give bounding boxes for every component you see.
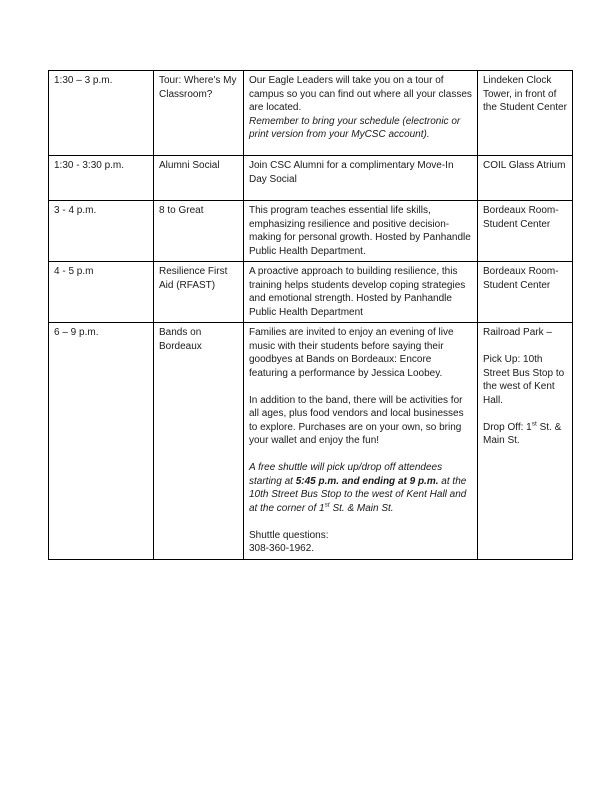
pickup-location: Pick Up: 10th Street Bus Stop to the west of Kent Hall.	[483, 354, 565, 406]
dropoff-text: Drop Off: 1	[483, 421, 532, 433]
time-cell: 3 - 4 p.m.	[49, 201, 154, 262]
shuttle-paragraph	[249, 461, 473, 515]
description-paragraph-1: Families are invited to enjoy an evening of live music with their students before saying their goodbyes at Bands on Bordeaux: Encore featuring a performance by Jessica Loobey.	[249, 327, 454, 379]
location-cell: Lindeken Clock Tower, in front of the Student Center	[478, 71, 573, 156]
description-paragraph-2: In addition to the band, there will be activities for all ages, plus food vendors and local businesses to explore. Purchases are on your own, so bring your wallet and enjoy the fun!	[249, 394, 464, 446]
shuttle-text: A free shuttle will pick up/drop off attendees starting at	[249, 462, 443, 487]
shuttle-text: St. & Main St.	[329, 502, 394, 514]
table-row	[49, 323, 573, 560]
event-cell: Bands on Bordeaux	[154, 323, 244, 560]
ordinal-suffix: st	[531, 420, 537, 428]
ordinal-suffix: st	[324, 501, 330, 509]
event-cell: 8 to Great	[154, 201, 244, 262]
description-cell: A proactive approach to building resilience, this training helps students develop coping strategies and emotional strength. Hosted by Panhandle Public Health Department	[244, 262, 478, 323]
time-cell: 1:30 - 3:30 p.m.	[49, 156, 154, 201]
event-cell: Alumni Social	[154, 156, 244, 201]
description-cell	[244, 71, 478, 156]
location-cell	[478, 323, 573, 560]
time-cell: 4 - 5 p.m	[49, 262, 154, 323]
event-cell: Resilience First Aid (RFAST)	[154, 262, 244, 323]
dropoff-text: St. & Main St.	[483, 421, 562, 446]
time-cell: 6 – 9 p.m.	[49, 323, 154, 560]
description-cell	[244, 323, 478, 560]
shuttle-hours: 5:45 p.m. and ending at 9 p.m.	[295, 475, 439, 487]
event-cell: Tour: Where's My Classroom?	[154, 71, 244, 156]
description-text: Our Eagle Leaders will take you on a tour of campus so you can find out where all your classes are located.	[249, 75, 472, 113]
location-cell: Bordeaux Room- Student Center	[478, 201, 573, 262]
schedule-reminder: Remember to bring your schedule (electronic or print version from your MyCSC account).	[249, 115, 461, 140]
location-cell: COIL Glass Atrium	[478, 156, 573, 201]
dropoff-location	[483, 421, 568, 448]
table-row	[49, 156, 573, 201]
location-title: Railroad Park –	[483, 327, 552, 338]
shuttle-phone: 308-360-1962.	[249, 543, 315, 554]
table-row	[49, 262, 573, 323]
table-row	[49, 201, 573, 262]
table-row	[49, 71, 573, 156]
time-cell: 1:30 – 3 p.m.	[49, 71, 154, 156]
description-cell: This program teaches essential life skills, emphasizing resilience and positive decision-making for personal growth. Hosted by Panhandle Public Health Department.	[244, 201, 478, 262]
schedule-table	[48, 70, 573, 560]
shuttle-questions-label: Shuttle questions:	[249, 529, 329, 541]
location-cell: Bordeaux Room- Student Center	[478, 262, 573, 323]
shuttle-text: at the 10th Street Bus Stop to the west of Kent Hall and at the corner of 1	[249, 475, 467, 514]
description-cell: Join CSC Alumni for a complimentary Move-In Day Social	[244, 156, 478, 201]
